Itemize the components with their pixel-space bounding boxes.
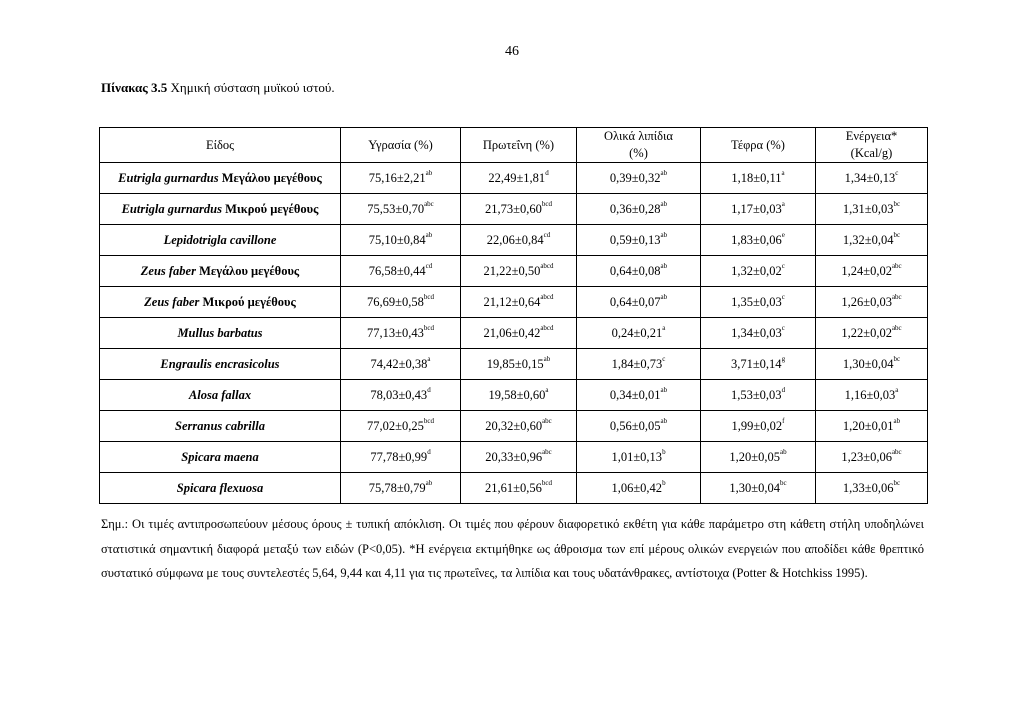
mean-sd-value: 1,01±0,13 — [611, 449, 663, 464]
mean-sd-value: 21,22±0,50 — [483, 263, 541, 278]
species-name: Engraulis encrasicolus — [160, 356, 280, 371]
mean-sd-value: 19,58±0,60 — [488, 387, 546, 402]
species-cell — [100, 442, 341, 473]
header-protein: Πρωτεΐνη (%) — [461, 128, 577, 163]
mean-sd-value: 1,53±0,03 — [730, 387, 782, 402]
mean-sd-value: 77,13±0,43 — [367, 325, 424, 340]
header-total-lipids: Ολικά λιπίδια (%) — [577, 128, 701, 163]
value-cell — [461, 380, 577, 411]
table-header-row — [100, 128, 928, 163]
value-cell — [816, 225, 928, 256]
value-cell — [461, 349, 577, 380]
significance-superscript: abcd — [540, 323, 554, 332]
significance-superscript: bc — [893, 230, 901, 239]
value-cell — [816, 163, 928, 194]
table-row — [100, 163, 928, 194]
value-cell — [701, 163, 816, 194]
species-cell — [100, 318, 341, 349]
value-cell — [461, 194, 577, 225]
significance-superscript: ab — [660, 416, 668, 425]
significance-superscript: ab — [660, 292, 668, 301]
significance-superscript: abc — [542, 447, 552, 456]
mean-sd-value: 77,78±0,99 — [370, 449, 428, 464]
value-cell — [816, 194, 928, 225]
value-cell — [461, 411, 577, 442]
value-cell — [577, 380, 701, 411]
species-name: Alosa fallax — [188, 387, 252, 402]
value-cell — [577, 411, 701, 442]
significance-superscript: a — [895, 385, 899, 394]
mean-sd-value: 0,59±0,13 — [609, 232, 661, 247]
significance-superscript: bc — [893, 478, 901, 487]
mean-sd-value: 0,64±0,07 — [609, 294, 661, 309]
header-energy: Ενέργεια* (Kcal/g) — [816, 128, 928, 163]
value-cell — [816, 411, 928, 442]
significance-superscript: cd — [425, 261, 433, 270]
value-cell — [341, 349, 461, 380]
significance-superscript: e — [781, 230, 785, 239]
value-cell — [577, 194, 701, 225]
significance-superscript: ab — [893, 416, 901, 425]
mean-sd-value: 75,78±0,79 — [368, 480, 426, 495]
significance-superscript: abc — [891, 292, 902, 301]
value-cell — [816, 287, 928, 318]
header-moisture: Υγρασία (%) — [341, 128, 461, 163]
mean-sd-value: 20,32±0,60 — [485, 418, 543, 433]
mean-sd-value: 0,56±0,05 — [609, 418, 661, 433]
value-cell — [341, 318, 461, 349]
table-note: Σημ.: Οι τιμές αντιπροσωπεύουν μέσους όρους ± τυπική απόκλιση. Οι τιμές που φέρουν διαφορετικό εκθέτη για κάθε παράμετρο στη κάθετη στήλη υποδηλώνει στατιστικά σημαντική διαφορά μεταξύ των ειδών (P<0,05). *Η ενέργεια εκτιμήθηκε ως άθροισμα των επί μέρους ολικών ενεργειών που αποδίδει κάθε θρεπτικό συστατικό σύμφωνα με τους συντελεστές 5,64, 9,44 και 4,11 για τις πρωτεΐνες, τα λιπίδια και τους υδατάνθρακες, αντίστοιχα (Potter & Hotchkiss 1995). — [101, 517, 924, 580]
header-ash: Τέφρα (%) — [701, 128, 816, 163]
mean-sd-value: 1,32±0,02 — [731, 263, 782, 278]
significance-superscript: abc — [891, 261, 902, 270]
species-cell — [100, 287, 341, 318]
value-cell — [577, 442, 701, 473]
mean-sd-value: 1,17±0,03 — [731, 201, 782, 216]
table-row — [100, 473, 928, 504]
mean-sd-value: 19,85±0,15 — [486, 356, 544, 371]
mean-sd-value: 1,23±0,06 — [841, 449, 892, 464]
value-cell — [341, 256, 461, 287]
table-caption-label: Πίνακας 3.5 — [101, 80, 168, 95]
mean-sd-value: 75,16±2,21 — [368, 170, 426, 185]
species-name: Serranus cabrilla — [175, 418, 265, 433]
table-row — [100, 256, 928, 287]
value-cell — [701, 349, 816, 380]
value-cell — [461, 256, 577, 287]
significance-superscript: abc — [891, 447, 902, 456]
significance-superscript: ab — [660, 199, 668, 208]
value-cell — [577, 318, 701, 349]
mean-sd-value: 75,53±0,70 — [367, 201, 425, 216]
value-cell — [701, 256, 816, 287]
value-cell — [577, 225, 701, 256]
significance-superscript: abc — [542, 416, 552, 425]
significance-superscript: ab — [660, 261, 668, 270]
significance-superscript: c — [781, 292, 785, 301]
mean-sd-value: 1,24±0,02 — [841, 263, 892, 278]
mean-sd-value: 1,31±0,03 — [842, 201, 894, 216]
value-cell — [461, 442, 577, 473]
value-cell — [341, 442, 461, 473]
species-name: Zeus faber — [140, 263, 196, 278]
species-name: Eutrigla gurnardus — [121, 201, 222, 216]
species-cell — [100, 411, 341, 442]
significance-superscript: d — [427, 385, 431, 394]
value-cell — [577, 256, 701, 287]
table-caption-text: Χημική σύσταση μυϊκού ιστού. — [170, 80, 335, 95]
mean-sd-value: 1,30±0,04 — [842, 356, 894, 371]
species-name: Spicara flexuosa — [176, 480, 264, 495]
value-cell — [701, 194, 816, 225]
significance-superscript: bcd — [423, 416, 434, 425]
value-cell — [816, 442, 928, 473]
mean-sd-value: 1,30±0,04 — [729, 480, 780, 495]
species-size: Μικρού μεγέθους — [199, 294, 296, 309]
mean-sd-value: 1,32±0,04 — [842, 232, 894, 247]
mean-sd-value: 21,61±0,56 — [485, 480, 542, 495]
significance-superscript: bc — [893, 199, 901, 208]
value-cell — [461, 287, 577, 318]
mean-sd-value: 1,06±0,42 — [611, 480, 663, 495]
mean-sd-value: 21,12±0,64 — [483, 294, 541, 309]
mean-sd-value: 76,69±0,58 — [367, 294, 424, 309]
significance-superscript: d — [781, 385, 786, 394]
mean-sd-value: 1,20±0,01 — [842, 418, 894, 433]
value-cell — [577, 349, 701, 380]
table-caption — [101, 80, 335, 96]
species-name: Eutrigla gurnardus — [118, 170, 219, 185]
significance-superscript: ab — [425, 478, 433, 487]
mean-sd-value: 3,71±0,14 — [730, 356, 782, 371]
value-cell — [816, 256, 928, 287]
value-cell — [701, 225, 816, 256]
mean-sd-value: 0,36±0,28 — [609, 201, 661, 216]
mean-sd-value: 0,39±0,32 — [609, 170, 661, 185]
mean-sd-value: 1,16±0,03 — [844, 387, 896, 402]
significance-superscript: bcd — [423, 292, 434, 301]
value-cell — [816, 318, 928, 349]
table-row — [100, 194, 928, 225]
value-cell — [577, 163, 701, 194]
significance-superscript: a — [545, 385, 549, 394]
value-cell — [577, 473, 701, 504]
value-cell — [461, 318, 577, 349]
mean-sd-value: 76,58±0,44 — [368, 263, 426, 278]
significance-superscript: bcd — [541, 478, 552, 487]
species-name: Lepidotrigla cavillone — [163, 232, 277, 247]
mean-sd-value: 1,18±0,11 — [731, 170, 782, 185]
species-cell — [100, 380, 341, 411]
value-cell — [701, 473, 816, 504]
significance-superscript: abcd — [540, 261, 554, 270]
species-cell — [100, 163, 341, 194]
significance-superscript: bc — [780, 478, 787, 487]
species-cell — [100, 225, 341, 256]
significance-superscript: abcd — [540, 292, 554, 301]
value-cell — [701, 318, 816, 349]
value-cell — [816, 380, 928, 411]
mean-sd-value: 1,22±0,02 — [841, 325, 892, 340]
table-row — [100, 349, 928, 380]
significance-superscript: a — [781, 168, 785, 177]
significance-superscript: f — [782, 416, 785, 425]
mean-sd-value: 1,35±0,03 — [731, 294, 782, 309]
significance-superscript: cd — [543, 230, 551, 239]
value-cell — [461, 473, 577, 504]
mean-sd-value: 78,03±0,43 — [370, 387, 428, 402]
significance-superscript: c — [781, 261, 785, 270]
mean-sd-value: 75,10±0,84 — [368, 232, 426, 247]
mean-sd-value: 1,26±0,03 — [841, 294, 892, 309]
significance-superscript: ab — [543, 354, 551, 363]
mean-sd-value: 21,73±0,60 — [485, 201, 542, 216]
mean-sd-value: 1,34±0,13 — [844, 170, 896, 185]
mean-sd-value: 0,64±0,08 — [609, 263, 661, 278]
significance-superscript: c — [662, 354, 666, 363]
mean-sd-value: 1,99±0,02 — [731, 418, 783, 433]
mean-sd-value: 0,24±0,21 — [611, 325, 663, 340]
significance-superscript: ab — [660, 168, 668, 177]
significance-superscript: abc — [424, 199, 434, 208]
value-cell — [461, 163, 577, 194]
mean-sd-value: 0,34±0,01 — [609, 387, 661, 402]
value-cell — [461, 225, 577, 256]
significance-superscript: ab — [660, 230, 668, 239]
table-row — [100, 442, 928, 473]
table-row — [100, 225, 928, 256]
significance-superscript: ab — [660, 385, 668, 394]
value-cell — [701, 380, 816, 411]
value-cell — [341, 163, 461, 194]
value-cell — [341, 411, 461, 442]
significance-superscript: a — [781, 199, 785, 208]
significance-superscript: g — [781, 354, 786, 363]
significance-superscript: a — [427, 354, 431, 363]
chemical-composition-table — [99, 127, 928, 504]
significance-superscript: c — [895, 168, 899, 177]
table-row — [100, 287, 928, 318]
species-size: Μικρού μεγέθους — [221, 201, 319, 216]
species-cell — [100, 194, 341, 225]
mean-sd-value: 1,84±0,73 — [611, 356, 663, 371]
species-name: Mullus barbatus — [177, 325, 263, 340]
value-cell — [341, 194, 461, 225]
value-cell — [816, 473, 928, 504]
page-number: 46 — [505, 44, 519, 59]
value-cell — [701, 411, 816, 442]
significance-superscript: bcd — [541, 199, 552, 208]
significance-superscript: bcd — [423, 323, 434, 332]
header-species: Είδος — [100, 128, 341, 163]
species-cell — [100, 349, 341, 380]
species-size: Μεγάλου μεγέθους — [195, 263, 300, 278]
value-cell — [341, 473, 461, 504]
mean-sd-value: 1,33±0,06 — [842, 480, 894, 495]
significance-superscript: b — [662, 478, 666, 487]
table-row — [100, 411, 928, 442]
species-cell — [100, 473, 341, 504]
significance-superscript: b — [662, 447, 666, 456]
mean-sd-value: 1,34±0,03 — [731, 325, 782, 340]
mean-sd-value: 74,42±0,38 — [370, 356, 428, 371]
mean-sd-value: 1,20±0,05 — [729, 449, 780, 464]
mean-sd-value: 77,02±0,25 — [367, 418, 424, 433]
value-cell — [816, 349, 928, 380]
significance-superscript: bc — [893, 354, 901, 363]
value-cell — [577, 287, 701, 318]
mean-sd-value: 22,06±0,84 — [486, 232, 544, 247]
significance-superscript: abc — [891, 323, 902, 332]
mean-sd-value: 22,49±1,81 — [488, 170, 546, 185]
value-cell — [341, 287, 461, 318]
mean-sd-value: 21,06±0,42 — [483, 325, 541, 340]
species-size: Μεγάλου μεγέθους — [218, 170, 322, 185]
significance-superscript: ab — [425, 230, 433, 239]
significance-superscript: d — [545, 168, 549, 177]
species-name: Spicara maena — [181, 449, 259, 464]
table-row — [100, 318, 928, 349]
value-cell — [701, 287, 816, 318]
significance-superscript: ab — [780, 447, 787, 456]
significance-superscript: ab — [425, 168, 433, 177]
species-cell — [100, 256, 341, 287]
significance-superscript: c — [781, 323, 785, 332]
significance-superscript: d — [427, 447, 431, 456]
value-cell — [341, 380, 461, 411]
value-cell — [701, 442, 816, 473]
species-name: Zeus faber — [144, 294, 200, 309]
mean-sd-value: 1,83±0,06 — [731, 232, 782, 247]
table-row — [100, 380, 928, 411]
significance-superscript: a — [662, 323, 666, 332]
mean-sd-value: 20,33±0,96 — [485, 449, 543, 464]
value-cell — [341, 225, 461, 256]
